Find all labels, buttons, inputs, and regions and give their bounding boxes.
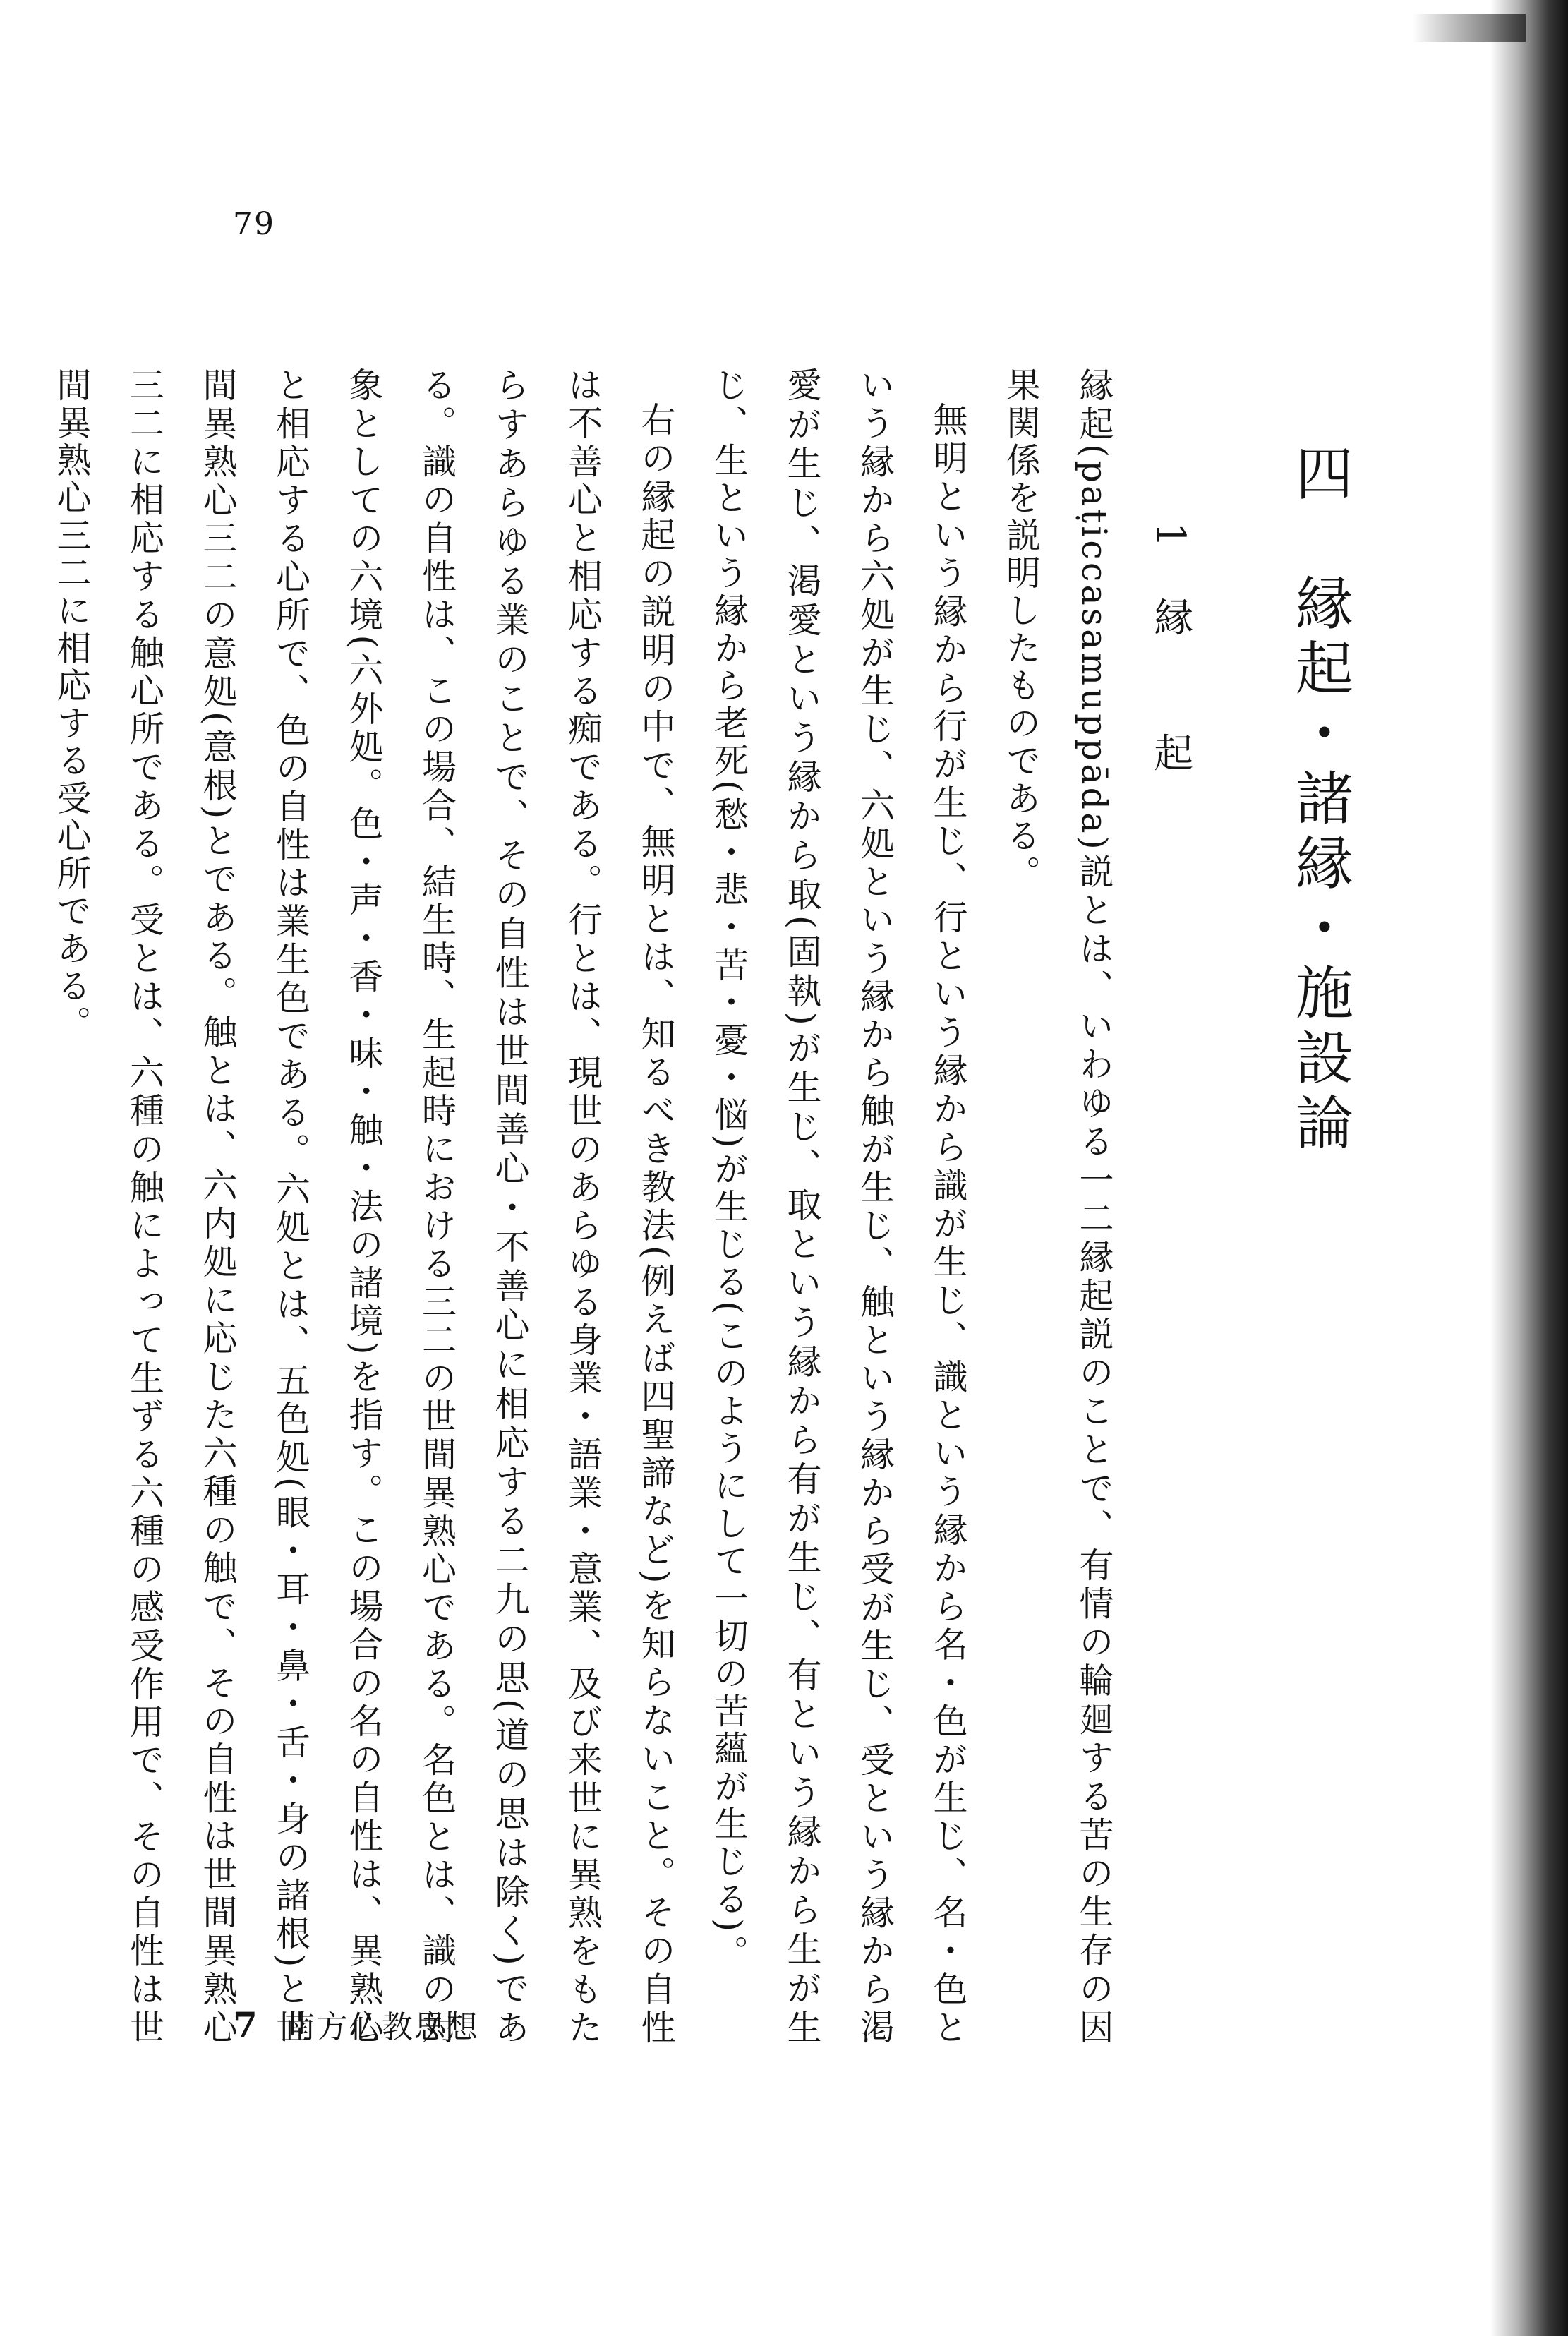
chapter-title: 四 縁起・諸縁・施設論 xyxy=(1286,443,1353,1157)
scan-shadow-top xyxy=(1413,14,1526,42)
paragraph-twelve-links: 無明という縁から行が生じ、行という縁から識が生じ、識という縁から名・色が生じ、名・色という縁から六処が生じ、六処という縁から触が生じ、触という縁から受が生じ、受という縁から渇愛が生じ、渇愛という縁から取(固執)が生じ、取という縁から有が生じ、有という縁から生が生じ、生という縁から老死(愁・悲・苦・憂・悩)が生じる(このようにして一切の苦蘊が生じる)。 xyxy=(708,367,968,2047)
section-heading xyxy=(1147,522,1194,800)
footer-chapter-number: 7 xyxy=(233,2004,259,2046)
scan-shadow-edge xyxy=(1490,0,1568,2336)
running-footer xyxy=(233,2001,479,2047)
section-title: 縁 起 xyxy=(1147,596,1194,800)
footer-book-title: 南方仏教思想 xyxy=(284,2009,479,2045)
section-number: 1 xyxy=(1147,522,1194,597)
body-text xyxy=(35,367,1131,2047)
page-number: 79 xyxy=(233,206,275,242)
paragraph-definition: 縁起(paṭiccasamuppāda)説とは、いわゆる一二縁起説のことで、有情の輪廻する苦の生存の因果関係を説明したものである。 xyxy=(1001,367,1114,2047)
paragraph-explanation: 右の縁起の説明の中で、無明とは、知るべき教法(例えば四聖諦など)を知らないこと。その自性は不善心と相応する痴である。行とは、現世のあらゆる身業・語業・意業、及び来世に異熟をもたらすあらゆる業のことで、その自性は世間善心・不善心に相応する二九の思(道の思は除く)である。識の自性は、この場合、結生時、生起時における三二の世間異熟心である。名色とは、識の対象としての六境(六外処。色・声・香・味・触・法の諸境)を指す。この場合の名の自性は、異熟心と相応する心所で、色の自性は業生色である。六処とは、五色処(眼・耳・鼻・舌・身の諸根)と世間異熟心三二の意処(意根)とである。触とは、六内処に応じた六種の触で、その自性は世間異熟心三二に相応する触心所である。受とは、六種の触によって生ずる六種の感受作用で、その自性は世間異熟心三二に相応する受心所である。 xyxy=(52,367,676,2047)
